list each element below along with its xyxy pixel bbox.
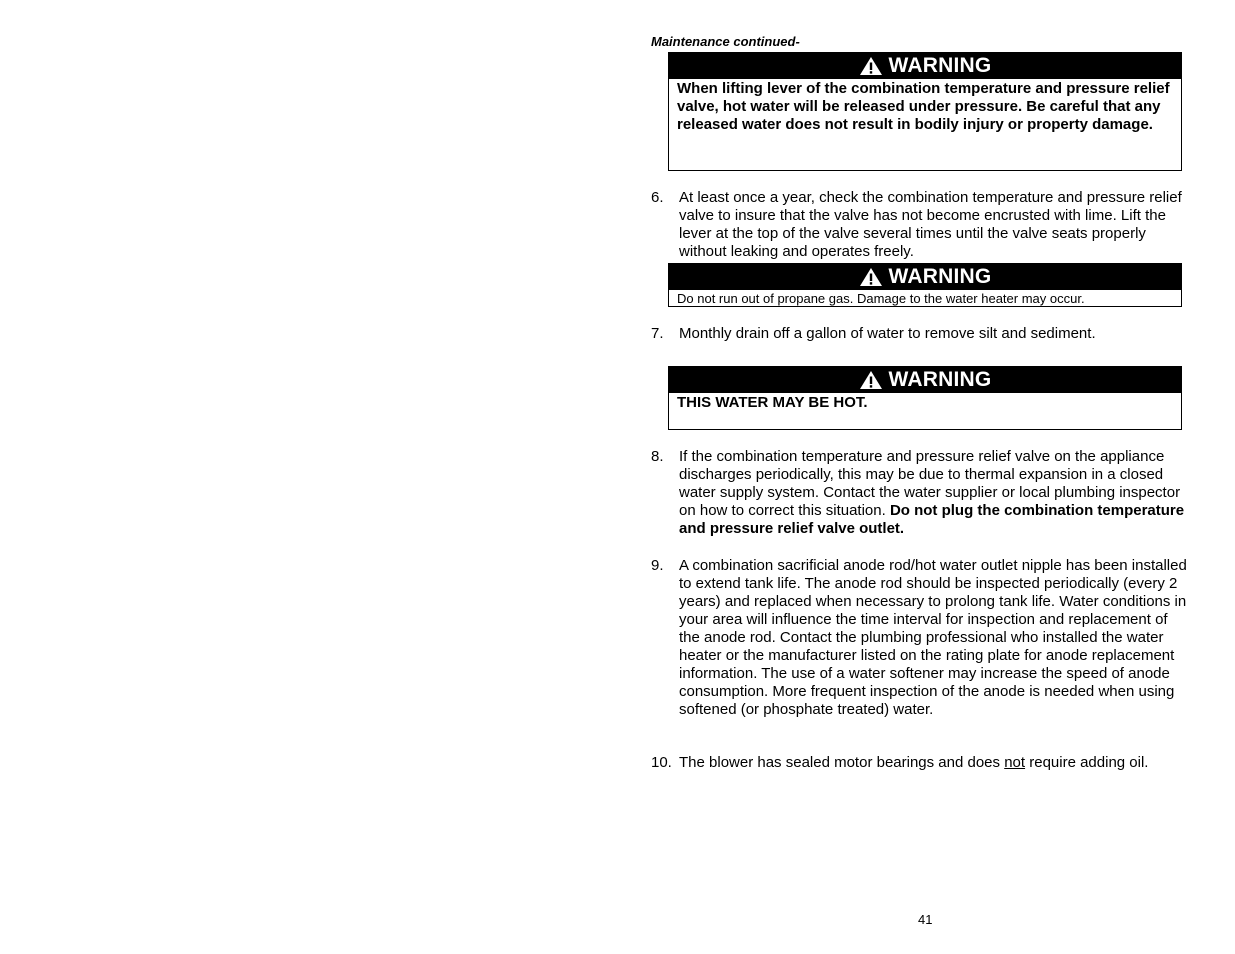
item-text: At least once a year, check the combination temperature and pressure relief valve to insure that the valve has not become encrusted with lime. Lift the lever at the top of the valve several times until the valve seats properly without leaking and operates freely. <box>679 189 1182 260</box>
warning-box <box>668 263 1182 307</box>
warning-header <box>669 367 1181 393</box>
item-text-underlined: not <box>1004 754 1026 771</box>
item-number: 9. <box>651 557 664 574</box>
list-item <box>651 557 1191 719</box>
item-number: 10. <box>651 754 672 771</box>
warning-text: THIS WATER MAY BE HOT. <box>677 394 868 411</box>
warning-triangle-icon <box>859 370 883 390</box>
item-text-bold: Do not plug the combination temperature and pressure relief valve outlet. <box>679 502 1185 537</box>
warning-title: WARNING <box>888 265 992 288</box>
item-text: A combination sacrificial anode rod/hot water outlet nipple has been installed to extend tank life. The anode rod should be inspected periodically (every 2 years) and replaced when necessary to prolong tank life. Water conditions in your area will influence the time interval for inspection and replacement of the anode rod. Contact the plumbing professional who installed the water heater or the manufacturer listed on the rating plate for anode replacement information. The use of a water softener may increase the speed of anode consumption. More frequent inspection of the anode is needed when using softened (or phosphate treated) water. <box>679 557 1187 718</box>
warning-header <box>669 53 1181 79</box>
item-text-regular: If the combination temperature and pressure relief valve on the appliance discharges periodically, this may be due to thermal expansion in a closed water supply system. Contact the water supplier or local plumbing inspector on how to correct this situation. <box>679 448 1181 519</box>
item-text <box>679 754 1191 772</box>
warning-text: When lifting lever of the combination temperature and pressure relief valve, hot water will be released under pressure. Be careful that any released water does not result in bodily injury or property damage. <box>677 80 1170 133</box>
warning-title: WARNING <box>888 368 992 391</box>
item-number: 6. <box>651 189 664 206</box>
list-item <box>651 448 1191 538</box>
list-item <box>651 189 1191 261</box>
item-text: Monthly drain off a gallon of water to remove silt and sediment. <box>679 325 1096 342</box>
warning-triangle-icon <box>859 267 883 287</box>
item-number: 7. <box>651 325 664 342</box>
warning-box <box>668 366 1182 430</box>
list-item <box>651 754 1191 772</box>
item-text-regular: require adding oil. <box>1025 754 1149 771</box>
page-number: 41 <box>918 912 933 927</box>
warning-triangle-icon <box>859 56 883 76</box>
item-text <box>679 448 1191 538</box>
section-heading: Maintenance continued- <box>651 34 800 49</box>
warning-title: WARNING <box>888 54 992 77</box>
warning-box <box>668 52 1182 171</box>
item-number: 8. <box>651 448 664 465</box>
item-text-regular: The blower has sealed motor bearings and does <box>679 754 1005 771</box>
warning-text: Do not run out of propane gas. Damage to the water heater may occur. <box>677 291 1085 306</box>
list-item <box>651 325 1191 343</box>
warning-header <box>669 264 1181 290</box>
